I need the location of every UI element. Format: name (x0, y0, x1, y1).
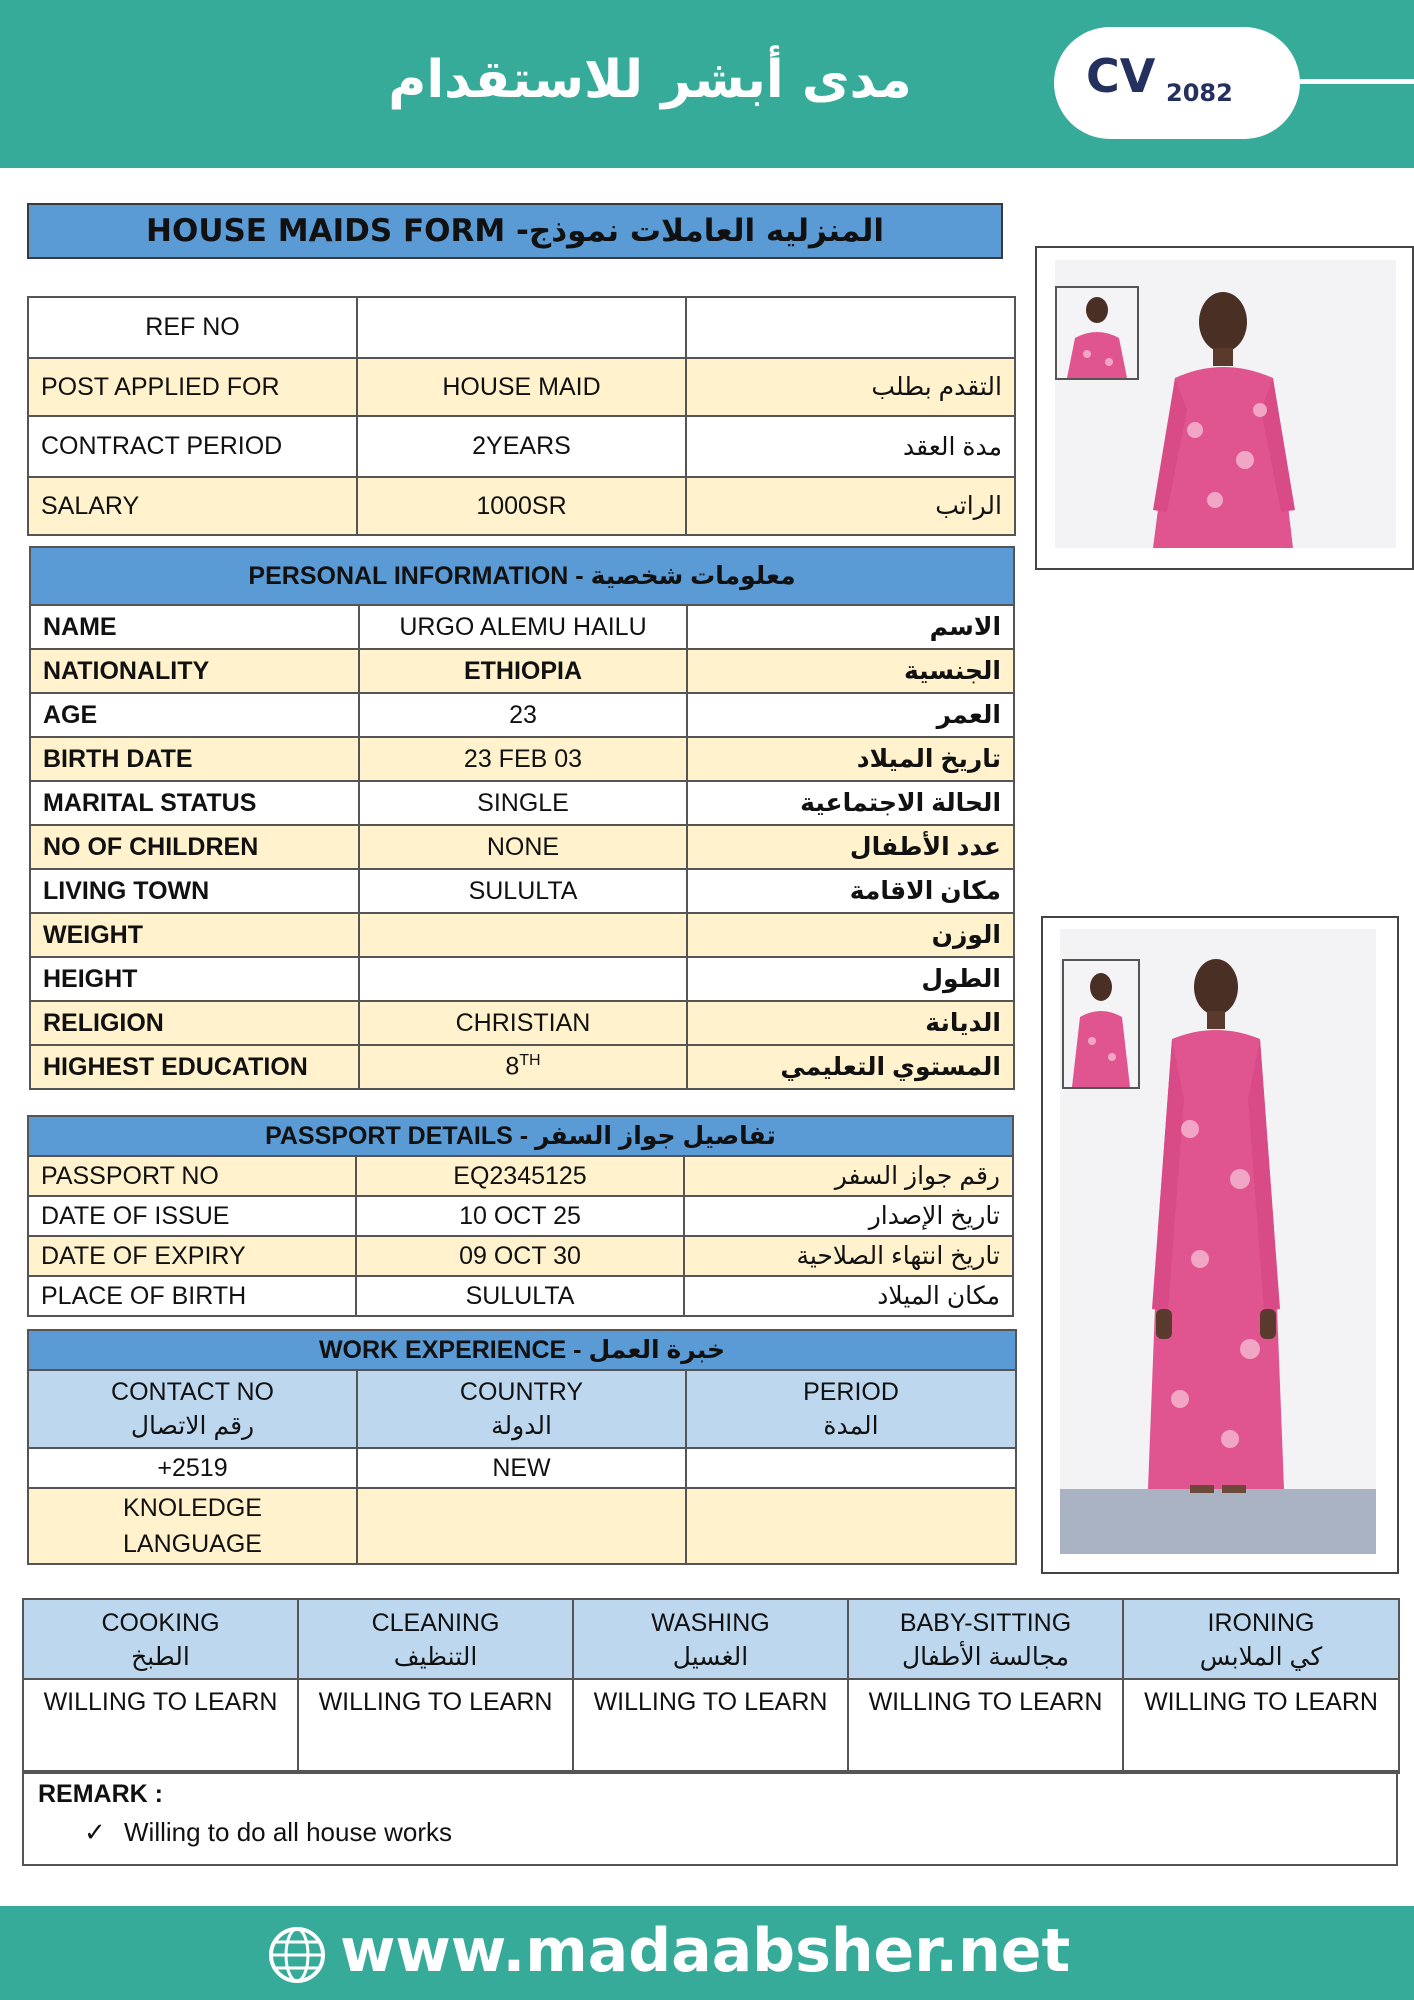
salary-arabic: الراتب (686, 477, 1015, 535)
personal-info-heading: PERSONAL INFORMATION - معلومات شخصية (30, 547, 1014, 605)
babysitting-ar: مجالسة الأطفال (902, 1643, 1069, 1671)
contract-label: CONTRACT PERIOD (28, 416, 357, 477)
personal-info-table (29, 546, 1015, 1090)
contact-no-ar: رقم الاتصال (130, 1412, 255, 1440)
age-label: AGE (30, 693, 359, 737)
application-table (27, 296, 1016, 536)
knowledge-label: KNOLEDGE (123, 1494, 262, 1522)
washing-ar: الغسيل (672, 1643, 749, 1671)
period-value (686, 1448, 1016, 1488)
ironing-header (1123, 1599, 1399, 1679)
form-title: HOUSE MAIDS FORM -المنزليه العاملات نموذج (27, 203, 1003, 259)
education-suffix: TH (519, 1052, 541, 1070)
table-row (30, 605, 1014, 649)
table-row (28, 1276, 1013, 1316)
table-row (28, 1370, 1016, 1448)
birth-place-label: PLACE OF BIRTH (28, 1276, 356, 1316)
birth-date-label: BIRTH DATE (30, 737, 359, 781)
marital-status-arabic: الحالة الاجتماعية (687, 781, 1014, 825)
cv-number: 2082 (1166, 79, 1233, 107)
passport-heading: PASSPORT DETAILS - تفاصيل جواز السفر (28, 1116, 1013, 1156)
name-value: URGO ALEMU HAILU (359, 605, 687, 649)
living-town-value: SULULTA (359, 869, 687, 913)
knowledge-value-1 (357, 1488, 686, 1564)
thumbnail-photo (1062, 959, 1140, 1089)
education-value (359, 1045, 687, 1089)
country-ar: الدولة (491, 1412, 552, 1440)
thumbnail-figure-icon (1064, 961, 1138, 1087)
globe-icon (268, 1926, 326, 1984)
expiry-date-arabic: تاريخ انتهاء الصلاحية (684, 1236, 1013, 1276)
living-town-label: LIVING TOWN (30, 869, 359, 913)
thumbnail-photo (1055, 286, 1139, 380)
table-row (23, 1679, 1399, 1773)
religion-arabic: الديانة (687, 1001, 1014, 1045)
country-header (357, 1370, 686, 1448)
weight-label: WEIGHT (30, 913, 359, 957)
country-value: NEW (357, 1448, 686, 1488)
contact-no-en: CONTACT NO (111, 1378, 274, 1406)
passport-table (27, 1115, 1014, 1317)
salary-value: 1000SR (357, 477, 686, 535)
table-row (30, 693, 1014, 737)
header-divider (1300, 79, 1414, 84)
children-arabic: عدد الأطفال (687, 825, 1014, 869)
washing-header (573, 1599, 848, 1679)
babysitting-en: BABY-SITTING (899, 1609, 1072, 1637)
contact-no-header (28, 1370, 357, 1448)
photo-background (1060, 929, 1376, 1554)
post-value: HOUSE MAID (357, 358, 686, 416)
babysitting-value: WILLING TO LEARN (848, 1679, 1123, 1773)
knowledge-value-2 (686, 1488, 1016, 1564)
table-row (30, 825, 1014, 869)
post-arabic: التقدم بطلب (686, 358, 1015, 416)
children-label: NO OF CHILDREN (30, 825, 359, 869)
contact-no-value: +2519 (28, 1448, 357, 1488)
nationality-arabic: الجنسية (687, 649, 1014, 693)
cooking-ar: الطبخ (131, 1643, 190, 1671)
remark-title: REMARK : (38, 1780, 163, 1808)
cv-badge (1054, 27, 1300, 139)
language-label: LANGUAGE (123, 1530, 262, 1558)
ironing-value: WILLING TO LEARN (1123, 1679, 1399, 1773)
work-heading: WORK EXPERIENCE - خبرة العمل (28, 1330, 1016, 1370)
education-arabic: المستوي التعليمي (687, 1045, 1014, 1089)
birth-place-arabic: مكان الميلاد (684, 1276, 1013, 1316)
issue-date-value: 10 OCT 25 (356, 1196, 684, 1236)
table-row (28, 1448, 1016, 1488)
table-row (30, 1001, 1014, 1045)
ironing-ar: كي الملابس (1199, 1643, 1323, 1671)
age-arabic: العمر (687, 693, 1014, 737)
photo-background (1055, 260, 1396, 548)
passport-no-arabic: رقم جواز السفر (684, 1156, 1013, 1196)
table-row (30, 869, 1014, 913)
cooking-value: WILLING TO LEARN (23, 1679, 298, 1773)
candidate-photo-top (1035, 246, 1414, 570)
ref-value (357, 297, 686, 358)
period-en: PERIOD (803, 1378, 899, 1406)
expiry-date-value: 09 OCT 30 (356, 1236, 684, 1276)
remark-item (84, 1817, 452, 1848)
height-arabic: الطول (687, 957, 1014, 1001)
education-grade: 8 (505, 1052, 520, 1081)
table-row (28, 358, 1015, 416)
table-row (28, 1156, 1013, 1196)
children-value: NONE (359, 825, 687, 869)
table-row (30, 913, 1014, 957)
ref-arabic (686, 297, 1015, 358)
table-row (28, 1196, 1013, 1236)
washing-en: WASHING (651, 1609, 770, 1637)
washing-value: WILLING TO LEARN (573, 1679, 848, 1773)
cleaning-header (298, 1599, 573, 1679)
table-row (30, 649, 1014, 693)
name-arabic: الاسم (687, 605, 1014, 649)
passport-no-label: PASSPORT NO (28, 1156, 356, 1196)
table-row (30, 1045, 1014, 1089)
marital-status-value: SINGLE (359, 781, 687, 825)
table-row (28, 477, 1015, 535)
salary-label: SALARY (28, 477, 357, 535)
ref-label: REF NO (28, 297, 357, 358)
passport-no-value: EQ2345125 (356, 1156, 684, 1196)
living-town-arabic: مكان الاقامة (687, 869, 1014, 913)
cooking-header (23, 1599, 298, 1679)
nationality-label: NATIONALITY (30, 649, 359, 693)
marital-status-label: MARITAL STATUS (30, 781, 359, 825)
table-row (28, 297, 1015, 358)
knowledge-language-label (28, 1488, 357, 1564)
footer-banner (0, 1906, 1414, 2000)
nationality-value: ETHIOPIA (359, 649, 687, 693)
issue-date-arabic: تاريخ الإصدار (684, 1196, 1013, 1236)
education-label: HIGHEST EDUCATION (30, 1045, 359, 1089)
contract-arabic: مدة العقد (686, 416, 1015, 477)
table-row (28, 416, 1015, 477)
cv-label: CV (1086, 49, 1156, 103)
birth-place-value: SULULTA (356, 1276, 684, 1316)
header-banner (0, 0, 1414, 168)
religion-label: RELIGION (30, 1001, 359, 1045)
name-label: NAME (30, 605, 359, 649)
birth-date-arabic: تاريخ الميلاد (687, 737, 1014, 781)
period-header (686, 1370, 1016, 1448)
cleaning-value: WILLING TO LEARN (298, 1679, 573, 1773)
table-row (28, 1236, 1013, 1276)
cleaning-ar: التنظيف (393, 1643, 478, 1671)
weight-arabic: الوزن (687, 913, 1014, 957)
skills-table (22, 1598, 1400, 1774)
contract-value: 2YEARS (357, 416, 686, 477)
table-row (28, 1488, 1016, 1564)
height-value (359, 957, 687, 1001)
table-row (30, 957, 1014, 1001)
checkmark-icon: ✓ (84, 1817, 106, 1847)
remark-box (22, 1770, 1398, 1866)
post-label: POST APPLIED FOR (28, 358, 357, 416)
religion-value: CHRISTIAN (359, 1001, 687, 1045)
country-en: COUNTRY (459, 1378, 584, 1406)
height-label: HEIGHT (30, 957, 359, 1001)
candidate-photo-full (1041, 916, 1399, 1574)
expiry-date-label: DATE OF EXPIRY (28, 1236, 356, 1276)
website-link[interactable]: www.madaabsher.net (340, 1916, 1071, 1986)
birth-date-value: 23 FEB 03 (359, 737, 687, 781)
table-row (30, 737, 1014, 781)
issue-date-label: DATE OF ISSUE (28, 1196, 356, 1236)
table-row (23, 1599, 1399, 1679)
work-experience-table (27, 1329, 1017, 1565)
thumbnail-figure-icon (1057, 288, 1137, 378)
cleaning-en: CLEANING (371, 1609, 500, 1637)
weight-value (359, 913, 687, 957)
company-name: مدى أبشر للاستقدام (388, 50, 912, 110)
babysitting-header (848, 1599, 1123, 1679)
cooking-en: COOKING (101, 1609, 220, 1637)
remark-text: Willing to do all house works (124, 1817, 453, 1847)
age-value: 23 (359, 693, 687, 737)
ironing-en: IRONING (1207, 1609, 1315, 1637)
table-row (30, 781, 1014, 825)
period-ar: المدة (823, 1412, 879, 1440)
